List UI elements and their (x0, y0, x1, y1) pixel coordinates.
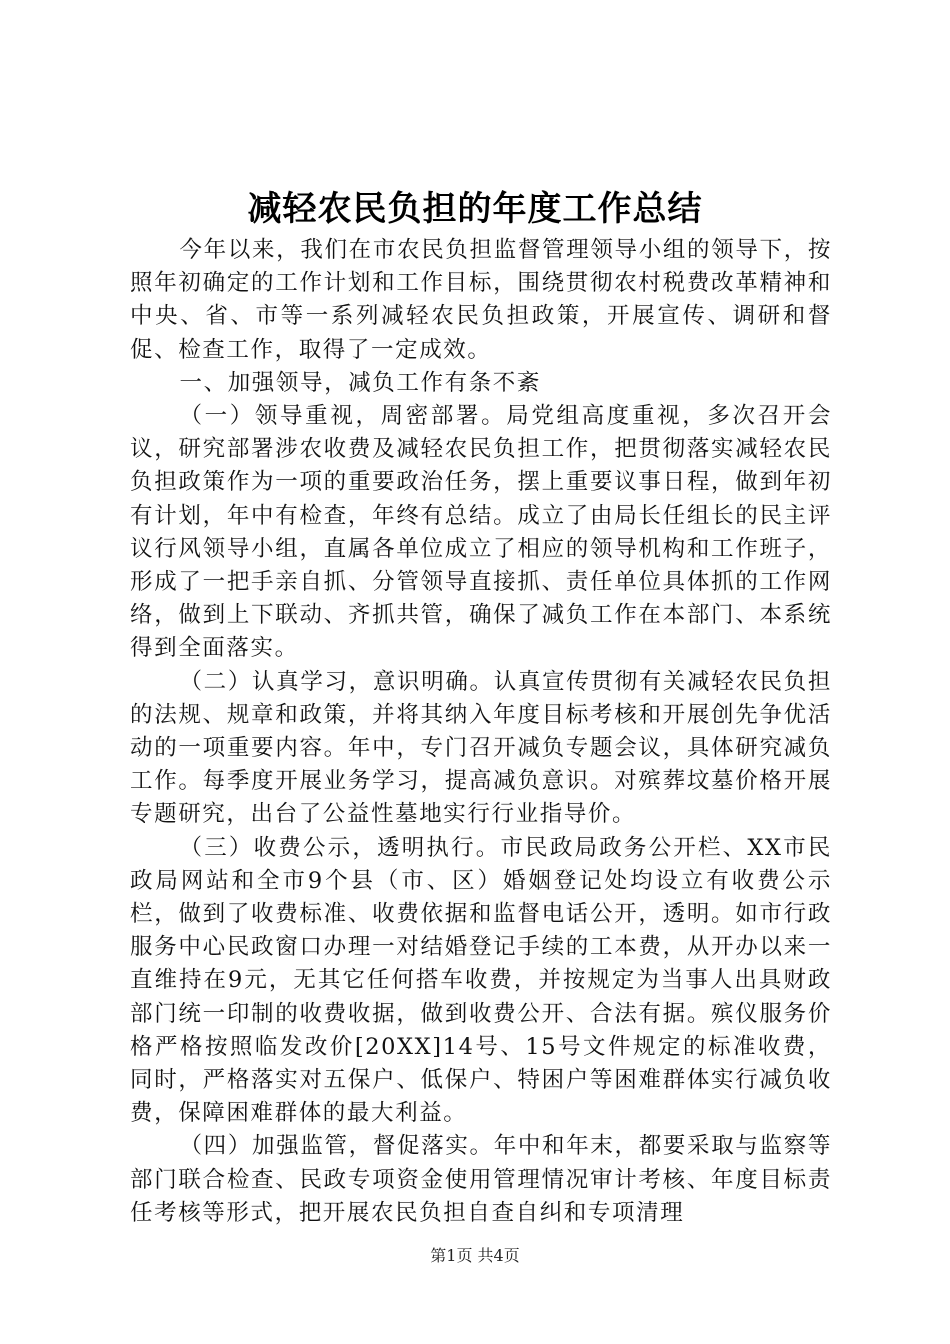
paragraph-study: （二）认真学习，意识明确。认真宣传贯彻有关减轻农民负担的法规、规章和政策，并将其纳入年度目标考核和开展创先争优活动的一项重要内容。年中，专门召开减负专题会议，具体研究减负工作。每季度开展业务学习，提高减负意识。对殡葬坟墓价格开展专题研究，出台了公益性墓地实行行业指导价。 (130, 668, 832, 828)
page-footer: 第1页 共4页 (430, 1246, 520, 1265)
paragraph-fee-disclosure: （三）收费公示，透明执行。市民政局政务公开栏、XX市民政局网站和全市9个县（市、区）婚姻登记处均设立有收费公示栏，做到了收费标准、收费依据和监督电话公开，透明。如市行政服务中心民政窗口办理一对结婚登记手续的工本费，从开办以来一直维持在9元，无其它任何搭车收费，并按规定为当事人出具财政部门统一印制的收费收据，做到收费公开、合法有据。殡仪服务价格严格按照临发改价[20XX]14号、15号文件规定的标准收费，同时，严格落实对五保户、低保户、特困户等困难群体实行减负收费，保障困难群体的最大利益。 (130, 834, 832, 1127)
document-body (130, 234, 832, 1230)
paragraph-supervision: （四）加强监管，督促落实。年中和年末，都要采取与监察等部门联合检查、民政专项资金使用管理情况审计考核、年度目标责任考核等形式，把开展农民负担自查自纠和专项清理 (130, 1133, 832, 1226)
document-title: 减轻农民负担的年度工作总结 (247, 189, 703, 229)
section-heading-1: 一、加强领导，减负工作有条不紊 (179, 369, 542, 396)
paragraph-intro: 今年以来，我们在市农民负担监督管理领导小组的领导下，按照年初确定的工作计划和工作目标，围绕贯彻农村税费改革精神和中央、省、市等一系列减轻农民负担政策，开展宣传、调研和督促、检查工作，取得了一定成效。 (130, 237, 832, 363)
paragraph-leadership: （一）领导重视，周密部署。局党组高度重视，多次召开会议，研究部署涉农收费及减轻农民负担工作，把贯彻落实减轻农民负担政策作为一项的重要政治任务，摆上重要议事日程，做到年初有计划，年中有检查，年终有总结。成立了由局长任组长的民主评议行风领导小组，直属各单位成立了相应的领导机构和工作班子，形成了一把手亲自抓、分管领导直接抓、责任单位具体抓的工作网络，做到上下联动、齐抓共管，确保了减负工作在本部门、本系统得到全面落实。 (130, 403, 832, 662)
